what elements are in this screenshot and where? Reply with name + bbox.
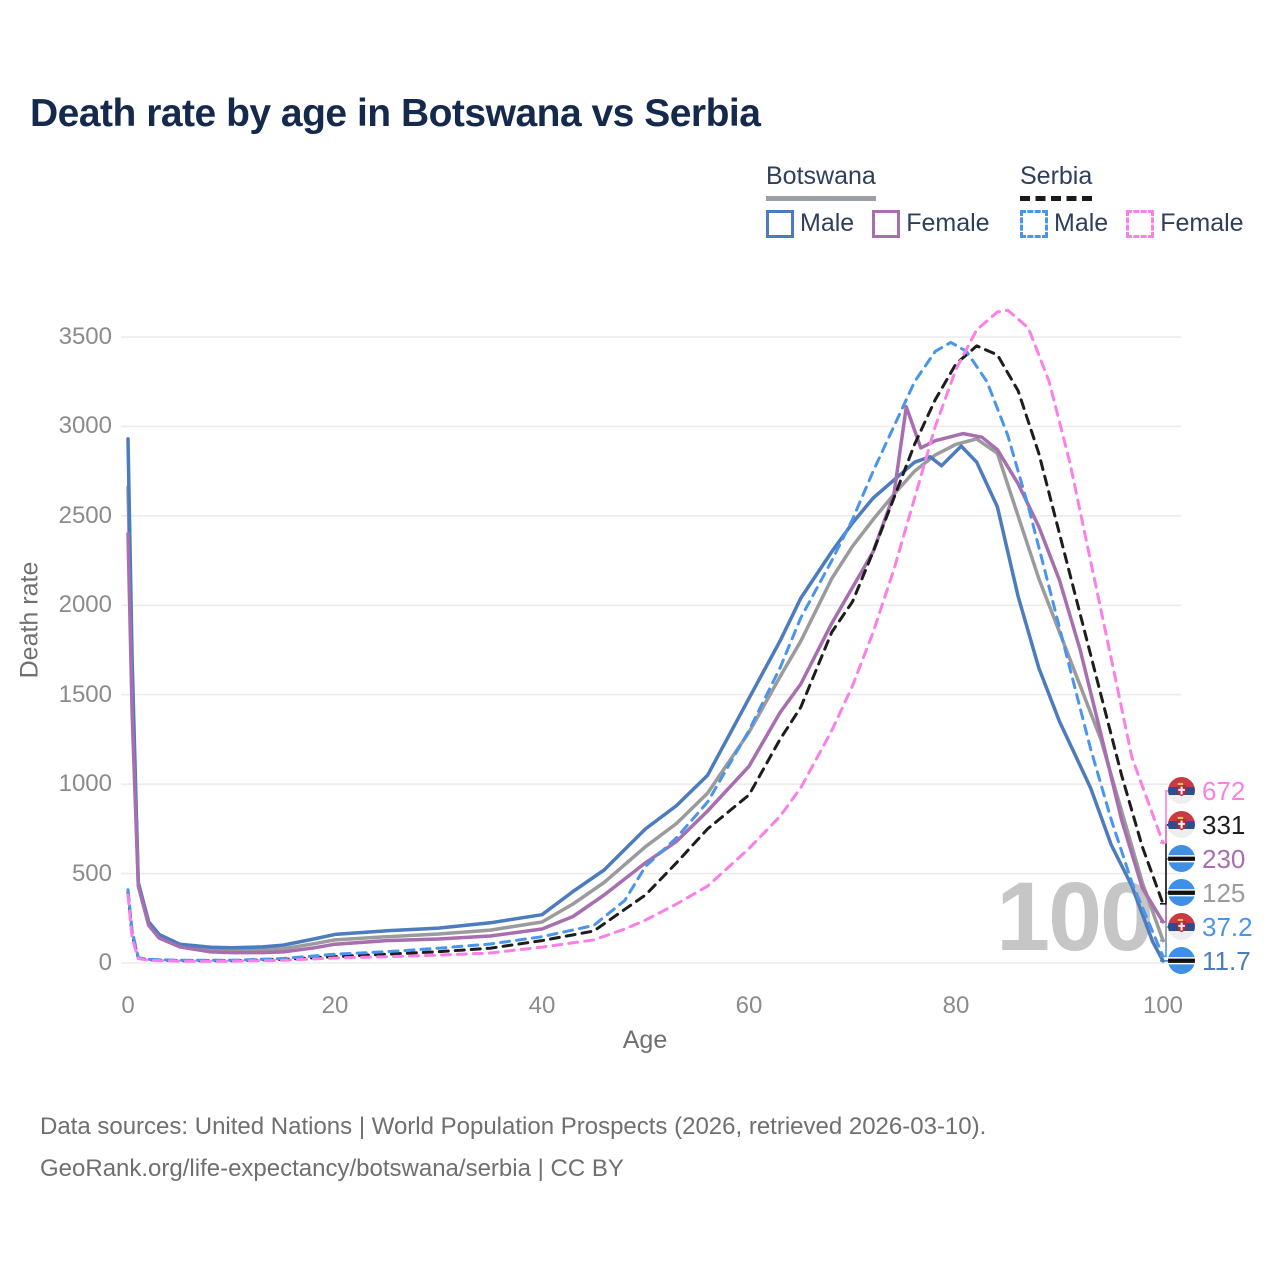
end-label-serbia-all (1168, 811, 1245, 839)
x-tick-60: 60 (735, 992, 763, 1019)
hovered-age-watermark: 100 (996, 862, 1152, 971)
end-value: 11.7 (1202, 945, 1251, 976)
chart-title: Death rate by age in Botswana vs Serbia (30, 92, 761, 135)
legend-country-botswana: Botswana (766, 162, 876, 201)
y-tick-3000: 3000 (58, 412, 112, 440)
end-value: 125 (1202, 877, 1246, 908)
y-tick-1500: 1500 (58, 680, 112, 708)
y-tick-500: 500 (71, 859, 112, 887)
serbia-flag-icon (1168, 777, 1195, 804)
end-label-serbia-female (1168, 777, 1245, 805)
end-label-botswana-male (1168, 947, 1251, 975)
y-tick-0: 0 (98, 949, 112, 976)
botswana-flag-icon (1168, 879, 1195, 906)
y-tick-2000: 2000 (58, 591, 112, 619)
y-tick-1000: 1000 (58, 770, 112, 798)
x-tick-40: 40 (528, 992, 556, 1019)
legend-item-label: Female (1160, 209, 1244, 237)
y-axis-title: Death rate (15, 561, 44, 679)
x-tick-100: 100 (1142, 992, 1184, 1019)
y-tick-2500: 2500 (58, 501, 112, 529)
botswana-flag-icon (1168, 947, 1195, 974)
end-value: 331 (1202, 809, 1246, 840)
x-tick-80: 80 (942, 992, 970, 1019)
x-axis-title: Age (622, 1026, 668, 1054)
legend-item-label: Female (906, 209, 990, 237)
end-label-botswana-all (1168, 879, 1245, 907)
end-value: 230 (1202, 843, 1246, 874)
end-label-botswana-female (1168, 845, 1245, 873)
x-tick-0: 0 (121, 992, 135, 1019)
footer (40, 1106, 986, 1190)
footer-sources: Data sources: United Nations | World Population Prospects (2026, retrieved 2026-03-10). (40, 1113, 987, 1140)
botswana-flag-icon (1168, 845, 1195, 872)
series-line-serbia-male[interactable] (128, 342, 1163, 960)
series-line-botswana-male[interactable] (128, 439, 1163, 961)
end-value: 672 (1202, 775, 1246, 806)
legend-item-label: Male (1054, 209, 1109, 237)
end-label-serbia-male (1168, 913, 1253, 941)
x-tick-20: 20 (321, 992, 349, 1019)
legend-item-label: Male (800, 209, 855, 237)
serbia-flag-icon (1168, 913, 1195, 940)
serbia-flag-icon (1168, 811, 1195, 838)
y-tick-3500: 3500 (58, 322, 112, 350)
end-value: 37.2 (1202, 911, 1253, 942)
footer-attribution: GeoRank.org/life-expectancy/botswana/serbia | CC BY (40, 1155, 624, 1182)
legend-country-serbia: Serbia (1020, 162, 1092, 201)
